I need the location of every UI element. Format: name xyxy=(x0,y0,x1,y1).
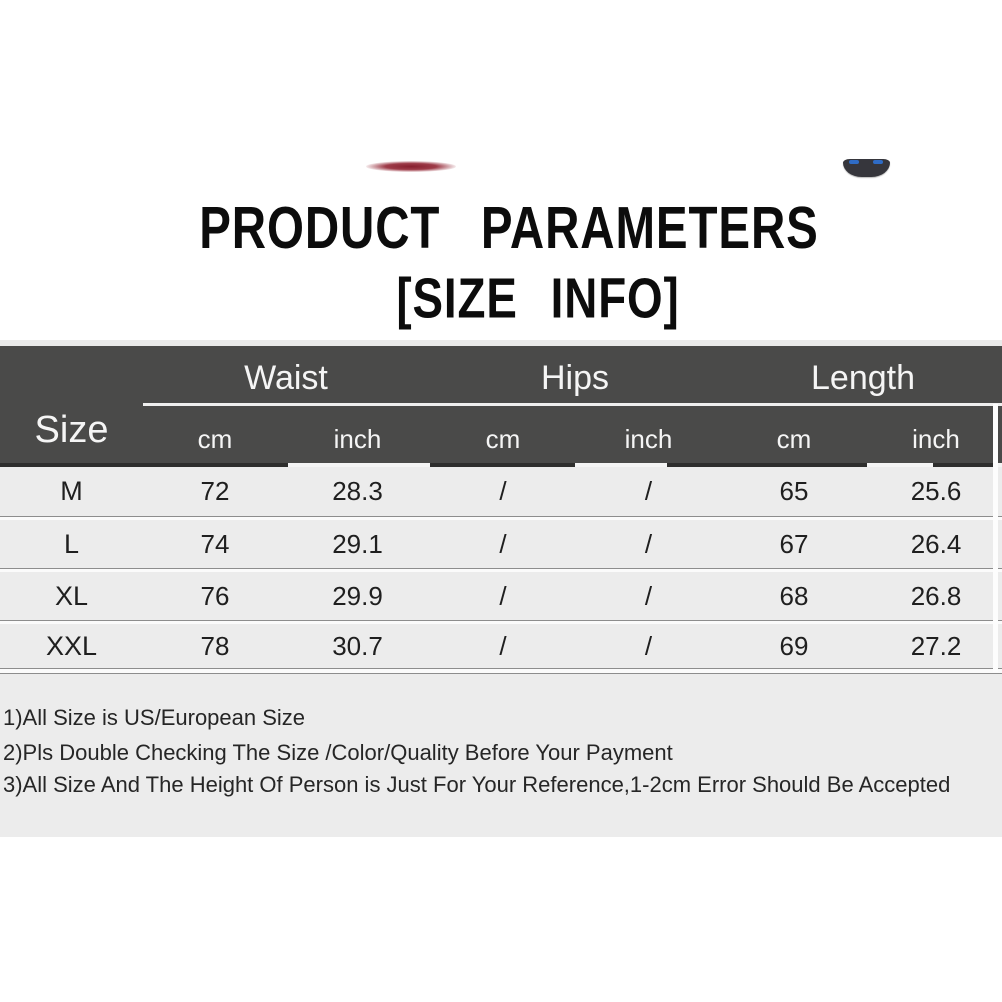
row-size-label: M xyxy=(60,476,83,506)
cell-waist-inch: 29.9 xyxy=(332,581,383,611)
table-row-l xyxy=(0,520,1002,568)
blue-accent-right xyxy=(873,160,883,164)
table-right-edge-gap xyxy=(993,404,998,672)
note-line: 2)Pls Double Checking The Size /Color/Quality Before Your Payment xyxy=(3,740,673,765)
subheader-length-cm: cm xyxy=(776,424,812,454)
note-line: 3)All Size And The Height Of Person is Just For Your Reference,1-2cm Error Should Be Accepted xyxy=(3,772,951,797)
blue-accent-left xyxy=(849,160,859,164)
table-header xyxy=(0,346,1002,467)
cell-length-cm: 69 xyxy=(779,631,809,661)
subheader-length-inch: inch xyxy=(912,424,960,454)
subheader-hips-inch: inch xyxy=(624,424,673,454)
cell-length-cm: 67 xyxy=(779,529,809,559)
cell-waist-cm: 78 xyxy=(200,631,230,661)
cell-hips-cm: / xyxy=(499,476,507,506)
cell-hips-inch: / xyxy=(644,581,653,611)
cell-length-cm: 68 xyxy=(779,581,809,611)
cell-hips-inch: / xyxy=(644,476,653,506)
cell-waist-inch: 30.7 xyxy=(332,631,383,661)
cell-hips-cm: / xyxy=(499,631,507,661)
cell-waist-inch: 28.3 xyxy=(332,476,383,506)
cell-length-inch: 27.2 xyxy=(910,631,962,661)
cell-waist-cm: 76 xyxy=(200,581,230,611)
cell-hips-inch: / xyxy=(644,529,653,559)
table-row-m xyxy=(0,467,1002,516)
row-size-label: L xyxy=(63,529,80,559)
product-photo-fragment-red xyxy=(366,161,456,172)
notes-panel xyxy=(0,674,1002,837)
row-size-label: XL xyxy=(54,581,89,611)
subheader-hips-cm: cm xyxy=(485,424,521,454)
cell-waist-inch: 29.1 xyxy=(332,529,383,559)
cell-length-inch: 26.4 xyxy=(910,529,962,559)
cell-length-inch: 26.8 xyxy=(910,581,962,611)
column-group-length: Length xyxy=(811,359,915,397)
page-subtitle: [SIZE INFO] xyxy=(396,267,680,331)
table-row-xxl xyxy=(0,624,1002,668)
cell-waist-cm: 74 xyxy=(200,529,230,559)
cell-hips-inch: / xyxy=(644,631,653,661)
product-photo-fragment-dark xyxy=(843,159,890,177)
cell-hips-cm: / xyxy=(499,529,507,559)
cell-hips-cm: / xyxy=(499,581,507,611)
cell-length-inch: 25.6 xyxy=(910,476,962,506)
note-line: 1)All Size is US/European Size xyxy=(3,705,306,730)
column-header-size: Size xyxy=(34,409,109,451)
cell-length-cm: 65 xyxy=(779,476,809,506)
column-group-waist: Waist xyxy=(244,359,328,397)
table-row-xl xyxy=(0,572,1002,620)
column-group-hips: Hips xyxy=(540,359,610,397)
row-size-label: XXL xyxy=(45,631,98,661)
cell-waist-cm: 72 xyxy=(200,476,230,506)
subheader-waist-cm: cm xyxy=(197,424,233,454)
header-underline xyxy=(143,403,1002,406)
page-title: PRODUCT PARAMETERS xyxy=(199,195,819,261)
subheader-waist-inch: inch xyxy=(333,424,382,454)
